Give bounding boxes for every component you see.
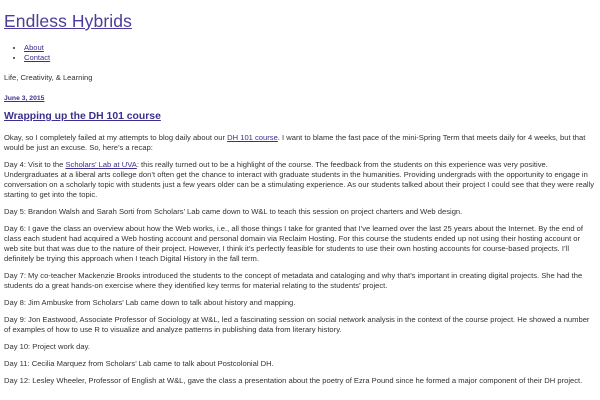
post-date[interactable]: June 3, 2015 [4, 95, 45, 102]
text-segment: . I want to blame the fast pace of the mini-Spring Term that meets daily for 4 weeks, but that would be just an excuse. So, here’s a recap: [4, 133, 586, 152]
post-paragraph-day5: Day 5: Brandon Walsh and Sarah Sorti from Scholars’ Lab came down to W&L to teach this session on project charters and Web design. [4, 207, 463, 216]
nav-item-about [24, 43, 596, 53]
text-segment: Okay, so I completely failed at my attempts to blog daily about our [4, 133, 228, 142]
post-paragraph-day11: Day 11: Cecilia Marquez from Scholars’ Lab came to talk about Postcolonial DH. [4, 359, 274, 368]
text-segment: Day 4: Visit to the [4, 160, 66, 169]
post-paragraph-intro [4, 133, 596, 153]
nav-link-about[interactable]: About [24, 43, 44, 52]
post [4, 93, 596, 386]
nav-item-contact [24, 53, 596, 63]
post-paragraph-day6: Day 6: I gave the class an overview about how the Web works, i.e., all those things I take for granted that I’ve learned over the last 25 years about the Internet. By the end of class each student had acquired a Web hosting account and personal domain via Reclaim Hosting. For this course the students ended up not using their hosting account or web site but that was due to the nature of their project. However, I think it’s perfectly feasible for students to use their own hosting accounts for course-based projects. I’ll definitely be trying this approach when I teach Digital History in the fall term. [4, 224, 584, 263]
nav-link-contact[interactable]: Contact [24, 53, 51, 62]
post-paragraph-day7: Day 7: My co-teacher Mackenzie Brooks introduced the students to the concept of metadata and cataloging and why that’s important in creating digital projects. She had the students do a great hands-on exercise where they identified key terms for material relating to the students’ project. [4, 271, 583, 290]
scholars-lab-link[interactable]: Scholars’ Lab at UVA [65, 160, 137, 169]
site-description: Life, Creativity, & Learning [4, 73, 93, 82]
post-paragraph-day8: Day 8: Jim Ambuske from Scholars’ Lab came down to talk about history and mapping. [4, 298, 296, 307]
post-paragraph-day4 [4, 160, 596, 200]
main-nav [4, 43, 596, 63]
post-paragraph-day10: Day 10: Project work day. [4, 342, 90, 351]
post-title[interactable]: Wrapping up the DH 101 course [4, 111, 161, 122]
text-segment: : this really turned out to be a highlight of the course. The feedback from the students on this experience was very positive. Undergraduates at a liberal arts college don’t often get the chance to interact with graduate students in the humanities. Providing undergrads with the opportunity to engage in conversation on a scholarly topic with students just a few years older can be a stimulating experience. As our students talked about their project I could see that they were really starting to get into the topic. [4, 160, 595, 199]
site-title[interactable]: Endless Hybrids [4, 11, 132, 31]
post-paragraph-day9: Day 9: Jon Eastwood, Associate Professor of Sociology at W&L, led a fascinating session on social network analysis in the context of the course project. He showed a number of examples of how to use R to visualize and analyze patterns in publishing data from literary history. [4, 315, 590, 334]
dh101-course-link[interactable]: DH 101 course [227, 133, 278, 142]
post-paragraph-day12: Day 12: Lesley Wheeler, Professor of English at W&L, gave the class a presentation about the poetry of Ezra Pound since he formed a major component of their DH project. [4, 376, 583, 385]
